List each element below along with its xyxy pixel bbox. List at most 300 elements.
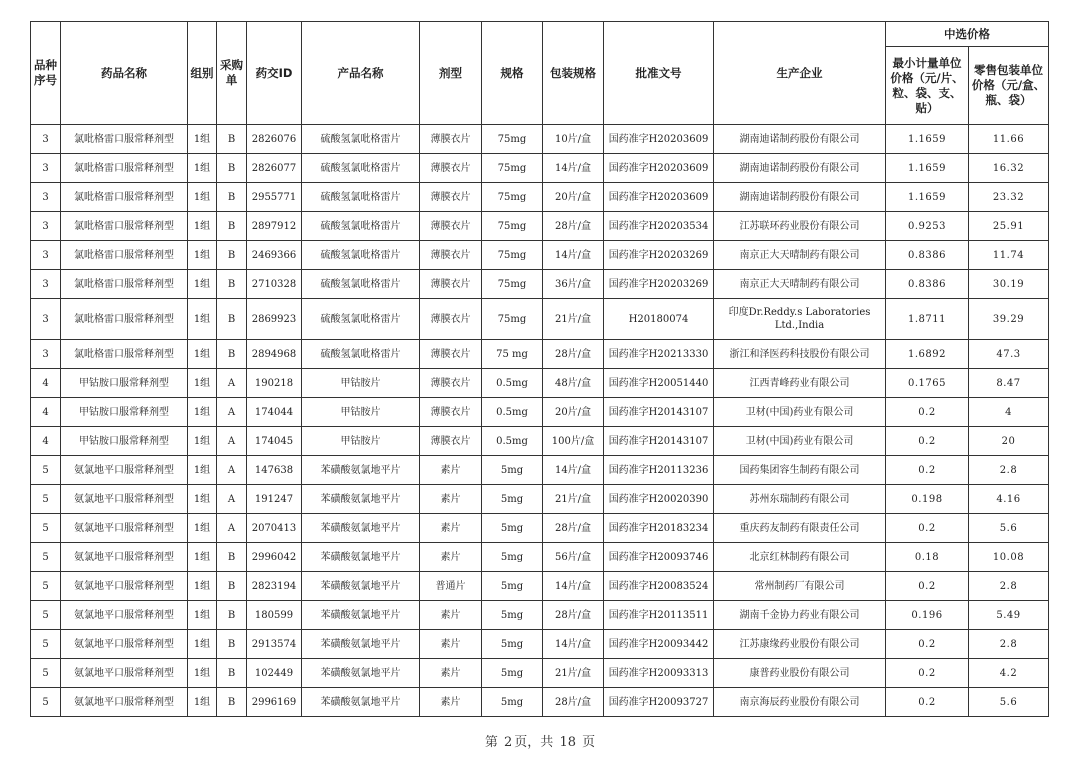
table-row: [31, 369, 1049, 398]
cell-product-name: 苯磺酸氨氯地平片: [302, 485, 420, 514]
cell-seq: 5: [31, 688, 61, 717]
table-row: [31, 456, 1049, 485]
cell-spec: 75 mg: [482, 340, 543, 369]
cell-package: 56片/盒: [543, 543, 604, 572]
cell-drug-name: 氯吡格雷口服常释剂型: [61, 241, 188, 270]
cell-drug-name: 氯吡格雷口服常释剂型: [61, 212, 188, 241]
footer-total-pages: 18: [559, 735, 576, 750]
cell-product-name: 苯磺酸氨氯地平片: [302, 630, 420, 659]
cell-spec: 75mg: [482, 299, 543, 340]
cell-drug-name: 氨氯地平口服常释剂型: [61, 688, 188, 717]
cell-package: 20片/盒: [543, 183, 604, 212]
cell-purchase-list: B: [217, 340, 247, 369]
cell-drug-id: 2897912: [247, 212, 302, 241]
cell-spec: 0.5mg: [482, 369, 543, 398]
cell-dosage-form: 普通片: [420, 572, 482, 601]
footer-page-number: 2: [504, 735, 513, 750]
cell-purchase-list: B: [217, 543, 247, 572]
cell-package: 14片/盒: [543, 154, 604, 183]
cell-drug-id: 2710328: [247, 270, 302, 299]
cell-approval-no: 国药准字H20020390: [604, 485, 714, 514]
cell-purchase-list: A: [217, 369, 247, 398]
table-row: [31, 514, 1049, 543]
cell-drug-id: 174044: [247, 398, 302, 427]
cell-spec: 5mg: [482, 514, 543, 543]
cell-dosage-form: 素片: [420, 543, 482, 572]
cell-product-name: 甲钴胺片: [302, 398, 420, 427]
cell-purchase-list: A: [217, 398, 247, 427]
cell-drug-id: 2826077: [247, 154, 302, 183]
cell-manufacturer: 常州制药厂有限公司: [714, 572, 886, 601]
cell-manufacturer: 国药集团容生制药有限公司: [714, 456, 886, 485]
cell-drug-id: 2826076: [247, 125, 302, 154]
header-spec: 规格: [482, 22, 543, 125]
cell-dosage-form: 薄膜衣片: [420, 125, 482, 154]
cell-drug-id: 2869923: [247, 299, 302, 340]
cell-drug-name: 氨氯地平口服常释剂型: [61, 659, 188, 688]
cell-retail-price: 11.66: [969, 125, 1049, 154]
cell-min-unit-price: 0.18: [886, 543, 969, 572]
cell-dosage-form: 素片: [420, 688, 482, 717]
cell-drug-name: 氯吡格雷口服常释剂型: [61, 125, 188, 154]
cell-min-unit-price: 0.198: [886, 485, 969, 514]
header-drug-name: 药品名称: [61, 22, 188, 125]
cell-retail-price: 20: [969, 427, 1049, 456]
cell-approval-no: 国药准字H20051440: [604, 369, 714, 398]
cell-min-unit-price: 0.2: [886, 659, 969, 688]
table-row: [31, 427, 1049, 456]
cell-min-unit-price: 0.2: [886, 688, 969, 717]
cell-package: 48片/盒: [543, 369, 604, 398]
cell-approval-no: 国药准字H20203534: [604, 212, 714, 241]
cell-drug-name: 氨氯地平口服常释剂型: [61, 630, 188, 659]
cell-product-name: 硫酸氢氯吡格雷片: [302, 299, 420, 340]
cell-approval-no: 国药准字H20203609: [604, 183, 714, 212]
table-row: [31, 125, 1049, 154]
cell-seq: 4: [31, 398, 61, 427]
cell-product-name: 苯磺酸氨氯地平片: [302, 456, 420, 485]
cell-purchase-list: A: [217, 456, 247, 485]
cell-purchase-list: B: [217, 183, 247, 212]
header-product-name: 产品名称: [302, 22, 420, 125]
cell-drug-id: 191247: [247, 485, 302, 514]
cell-group: 1组: [188, 659, 217, 688]
page-footer: [0, 731, 1080, 750]
cell-product-name: 甲钴胺片: [302, 427, 420, 456]
cell-product-name: 苯磺酸氨氯地平片: [302, 514, 420, 543]
cell-manufacturer: 印度Dr.Reddy.s Laboratories Ltd.,India: [714, 299, 886, 340]
cell-manufacturer: 卫材(中国)药业有限公司: [714, 427, 886, 456]
table-row: [31, 340, 1049, 369]
cell-seq: 3: [31, 125, 61, 154]
cell-dosage-form: 薄膜衣片: [420, 212, 482, 241]
cell-min-unit-price: 0.9253: [886, 212, 969, 241]
cell-purchase-list: B: [217, 270, 247, 299]
cell-drug-id: 2823194: [247, 572, 302, 601]
cell-spec: 75mg: [482, 183, 543, 212]
cell-approval-no: H20180074: [604, 299, 714, 340]
cell-product-name: 硫酸氢氯吡格雷片: [302, 340, 420, 369]
cell-purchase-list: B: [217, 212, 247, 241]
cell-package: 28片/盒: [543, 514, 604, 543]
cell-manufacturer: 湖南迪诺制药股份有限公司: [714, 183, 886, 212]
cell-seq: 5: [31, 601, 61, 630]
cell-product-name: 苯磺酸氨氯地平片: [302, 572, 420, 601]
cell-purchase-list: B: [217, 572, 247, 601]
cell-spec: 75mg: [482, 212, 543, 241]
cell-dosage-form: 薄膜衣片: [420, 427, 482, 456]
cell-drug-name: 甲钴胺口服常释剂型: [61, 369, 188, 398]
cell-group: 1组: [188, 485, 217, 514]
cell-dosage-form: 素片: [420, 514, 482, 543]
cell-min-unit-price: 0.2: [886, 427, 969, 456]
cell-approval-no: 国药准字H20093746: [604, 543, 714, 572]
cell-seq: 3: [31, 212, 61, 241]
cell-product-name: 苯磺酸氨氯地平片: [302, 601, 420, 630]
cell-product-name: 苯磺酸氨氯地平片: [302, 543, 420, 572]
cell-spec: 5mg: [482, 659, 543, 688]
cell-product-name: 苯磺酸氨氯地平片: [302, 688, 420, 717]
cell-retail-price: 8.47: [969, 369, 1049, 398]
header-min-unit-price: 最小计量单位价格（元/片、粒、袋、支、贴）: [886, 47, 969, 125]
cell-dosage-form: 薄膜衣片: [420, 398, 482, 427]
cell-spec: 5mg: [482, 456, 543, 485]
cell-drug-name: 氯吡格雷口服常释剂型: [61, 183, 188, 212]
cell-seq: 3: [31, 154, 61, 183]
cell-retail-price: 4.2: [969, 659, 1049, 688]
cell-seq: 5: [31, 485, 61, 514]
cell-drug-name: 氯吡格雷口服常释剂型: [61, 340, 188, 369]
cell-spec: 5mg: [482, 601, 543, 630]
cell-purchase-list: A: [217, 514, 247, 543]
cell-spec: 75mg: [482, 125, 543, 154]
cell-retail-price: 2.8: [969, 456, 1049, 485]
cell-manufacturer: 浙江和泽医药科技股份有限公司: [714, 340, 886, 369]
cell-package: 28片/盒: [543, 688, 604, 717]
cell-drug-id: 180599: [247, 601, 302, 630]
cell-dosage-form: 素片: [420, 630, 482, 659]
cell-group: 1组: [188, 572, 217, 601]
header-approval-no: 批准文号: [604, 22, 714, 125]
cell-retail-price: 4: [969, 398, 1049, 427]
cell-package: 14片/盒: [543, 241, 604, 270]
cell-product-name: 硫酸氢氯吡格雷片: [302, 212, 420, 241]
cell-drug-name: 氯吡格雷口服常释剂型: [61, 270, 188, 299]
table-row: [31, 659, 1049, 688]
cell-group: 1组: [188, 299, 217, 340]
cell-spec: 75mg: [482, 241, 543, 270]
cell-seq: 3: [31, 270, 61, 299]
cell-group: 1组: [188, 601, 217, 630]
cell-dosage-form: 素片: [420, 456, 482, 485]
cell-seq: 4: [31, 427, 61, 456]
cell-min-unit-price: 1.8711: [886, 299, 969, 340]
cell-drug-name: 氨氯地平口服常释剂型: [61, 456, 188, 485]
table-row: [31, 543, 1049, 572]
cell-retail-price: 23.32: [969, 183, 1049, 212]
cell-dosage-form: 薄膜衣片: [420, 183, 482, 212]
cell-seq: 5: [31, 456, 61, 485]
cell-spec: 75mg: [482, 154, 543, 183]
cell-purchase-list: B: [217, 630, 247, 659]
cell-purchase-list: B: [217, 688, 247, 717]
cell-retail-price: 4.16: [969, 485, 1049, 514]
cell-spec: 5mg: [482, 688, 543, 717]
table-row: [31, 154, 1049, 183]
cell-group: 1组: [188, 398, 217, 427]
cell-package: 14片/盒: [543, 456, 604, 485]
cell-package: 14片/盒: [543, 572, 604, 601]
cell-retail-price: 5.6: [969, 688, 1049, 717]
cell-approval-no: 国药准字H20203609: [604, 125, 714, 154]
table-row: [31, 241, 1049, 270]
footer-suffix: 页: [582, 735, 596, 750]
cell-package: 21片/盒: [543, 485, 604, 514]
cell-seq: 5: [31, 659, 61, 688]
cell-seq: 5: [31, 572, 61, 601]
cell-approval-no: 国药准字H20113511: [604, 601, 714, 630]
cell-approval-no: 国药准字H20083524: [604, 572, 714, 601]
cell-spec: 5mg: [482, 630, 543, 659]
cell-manufacturer: 重庆药友制药有限责任公司: [714, 514, 886, 543]
cell-drug-id: 190218: [247, 369, 302, 398]
cell-group: 1组: [188, 688, 217, 717]
cell-spec: 75mg: [482, 270, 543, 299]
cell-min-unit-price: 0.8386: [886, 241, 969, 270]
cell-purchase-list: B: [217, 601, 247, 630]
footer-prefix: 第: [484, 735, 498, 750]
cell-min-unit-price: 0.196: [886, 601, 969, 630]
cell-package: 28片/盒: [543, 340, 604, 369]
cell-retail-price: 5.6: [969, 514, 1049, 543]
cell-drug-id: 147638: [247, 456, 302, 485]
cell-package: 21片/盒: [543, 659, 604, 688]
cell-drug-id: 174045: [247, 427, 302, 456]
cell-package: 28片/盒: [543, 601, 604, 630]
cell-product-name: 苯磺酸氨氯地平片: [302, 659, 420, 688]
cell-drug-id: 2469366: [247, 241, 302, 270]
cell-retail-price: 2.8: [969, 572, 1049, 601]
table-row: [31, 212, 1049, 241]
cell-group: 1组: [188, 630, 217, 659]
header-seq: 品种序号: [31, 22, 61, 125]
header-selected-price: 中选价格: [886, 22, 1049, 47]
cell-spec: 5mg: [482, 572, 543, 601]
cell-retail-price: 10.08: [969, 543, 1049, 572]
cell-product-name: 硫酸氢氯吡格雷片: [302, 270, 420, 299]
cell-min-unit-price: 0.2: [886, 514, 969, 543]
cell-min-unit-price: 0.8386: [886, 270, 969, 299]
cell-purchase-list: B: [217, 154, 247, 183]
cell-approval-no: 国药准字H20183234: [604, 514, 714, 543]
cell-manufacturer: 湖南千金协力药业有限公司: [714, 601, 886, 630]
cell-manufacturer: 南京正大天晴制药有限公司: [714, 241, 886, 270]
table-row: [31, 630, 1049, 659]
cell-retail-price: 39.29: [969, 299, 1049, 340]
cell-seq: 3: [31, 299, 61, 340]
cell-drug-name: 甲钴胺口服常释剂型: [61, 427, 188, 456]
cell-min-unit-price: 1.6892: [886, 340, 969, 369]
cell-manufacturer: 康普药业股份有限公司: [714, 659, 886, 688]
cell-drug-name: 氯吡格雷口服常释剂型: [61, 299, 188, 340]
cell-seq: 3: [31, 241, 61, 270]
cell-dosage-form: 素片: [420, 485, 482, 514]
cell-dosage-form: 薄膜衣片: [420, 270, 482, 299]
cell-retail-price: 16.32: [969, 154, 1049, 183]
header-dosage-form: 剂型: [420, 22, 482, 125]
cell-approval-no: 国药准字H20143107: [604, 398, 714, 427]
header-retail-price: 零售包装单位价格（元/盒、瓶、袋）: [969, 47, 1049, 125]
cell-product-name: 硫酸氢氯吡格雷片: [302, 241, 420, 270]
cell-product-name: 硫酸氢氯吡格雷片: [302, 183, 420, 212]
cell-drug-name: 氯吡格雷口服常释剂型: [61, 154, 188, 183]
cell-min-unit-price: 0.2: [886, 398, 969, 427]
cell-group: 1组: [188, 212, 217, 241]
cell-package: 20片/盒: [543, 398, 604, 427]
header-drug-id: 药交ID: [247, 22, 302, 125]
cell-group: 1组: [188, 340, 217, 369]
cell-seq: 5: [31, 543, 61, 572]
cell-drug-name: 氨氯地平口服常释剂型: [61, 601, 188, 630]
cell-min-unit-price: 1.1659: [886, 125, 969, 154]
cell-drug-name: 氨氯地平口服常释剂型: [61, 572, 188, 601]
table-row: [31, 398, 1049, 427]
cell-retail-price: 47.3: [969, 340, 1049, 369]
cell-manufacturer: 江苏康缘药业股份有限公司: [714, 630, 886, 659]
cell-group: 1组: [188, 456, 217, 485]
cell-drug-id: 2955771: [247, 183, 302, 212]
cell-dosage-form: 素片: [420, 659, 482, 688]
cell-package: 100片/盒: [543, 427, 604, 456]
cell-min-unit-price: 0.1765: [886, 369, 969, 398]
cell-purchase-list: B: [217, 125, 247, 154]
header-package: 包装规格: [543, 22, 604, 125]
header-group: 组别: [188, 22, 217, 125]
cell-package: 28片/盒: [543, 212, 604, 241]
table-row: [31, 270, 1049, 299]
cell-approval-no: 国药准字H20203609: [604, 154, 714, 183]
cell-group: 1组: [188, 154, 217, 183]
header-purchase-list: 采购单: [217, 22, 247, 125]
cell-min-unit-price: 1.1659: [886, 154, 969, 183]
cell-drug-id: 102449: [247, 659, 302, 688]
cell-seq: 5: [31, 630, 61, 659]
cell-seq: 5: [31, 514, 61, 543]
cell-package: 10片/盒: [543, 125, 604, 154]
cell-approval-no: 国药准字H20093313: [604, 659, 714, 688]
header-manufacturer: 生产企业: [714, 22, 886, 125]
cell-group: 1组: [188, 183, 217, 212]
cell-product-name: 硫酸氢氯吡格雷片: [302, 154, 420, 183]
cell-manufacturer: 南京海辰药业股份有限公司: [714, 688, 886, 717]
cell-purchase-list: B: [217, 659, 247, 688]
cell-dosage-form: 素片: [420, 601, 482, 630]
cell-purchase-list: A: [217, 485, 247, 514]
cell-dosage-form: 薄膜衣片: [420, 299, 482, 340]
cell-approval-no: 国药准字H20213330: [604, 340, 714, 369]
cell-retail-price: 5.49: [969, 601, 1049, 630]
cell-manufacturer: 江苏联环药业股份有限公司: [714, 212, 886, 241]
cell-retail-price: 30.19: [969, 270, 1049, 299]
cell-spec: 0.5mg: [482, 398, 543, 427]
cell-drug-name: 氨氯地平口服常释剂型: [61, 485, 188, 514]
cell-retail-price: 2.8: [969, 630, 1049, 659]
cell-min-unit-price: 0.2: [886, 572, 969, 601]
cell-approval-no: 国药准字H20093442: [604, 630, 714, 659]
cell-dosage-form: 薄膜衣片: [420, 340, 482, 369]
cell-drug-id: 2913574: [247, 630, 302, 659]
cell-approval-no: 国药准字H20203269: [604, 241, 714, 270]
price-table: [30, 21, 1049, 717]
cell-spec: 5mg: [482, 485, 543, 514]
table-row: [31, 183, 1049, 212]
cell-purchase-list: B: [217, 299, 247, 340]
table-row: [31, 688, 1049, 717]
cell-drug-name: 甲钴胺口服常释剂型: [61, 398, 188, 427]
cell-spec: 5mg: [482, 543, 543, 572]
cell-drug-id: 2996169: [247, 688, 302, 717]
cell-package: 14片/盒: [543, 630, 604, 659]
cell-approval-no: 国药准字H20113236: [604, 456, 714, 485]
footer-mid: 页，共: [514, 735, 554, 750]
cell-group: 1组: [188, 270, 217, 299]
table-body: [31, 125, 1049, 717]
cell-group: 1组: [188, 514, 217, 543]
cell-group: 1组: [188, 369, 217, 398]
cell-group: 1组: [188, 543, 217, 572]
cell-product-name: 硫酸氢氯吡格雷片: [302, 125, 420, 154]
cell-drug-id: 2894968: [247, 340, 302, 369]
cell-drug-name: 氨氯地平口服常释剂型: [61, 543, 188, 572]
cell-drug-name: 氨氯地平口服常释剂型: [61, 514, 188, 543]
cell-seq: 3: [31, 340, 61, 369]
cell-approval-no: 国药准字H20143107: [604, 427, 714, 456]
cell-manufacturer: 卫材(中国)药业有限公司: [714, 398, 886, 427]
cell-group: 1组: [188, 427, 217, 456]
cell-dosage-form: 薄膜衣片: [420, 154, 482, 183]
cell-dosage-form: 薄膜衣片: [420, 241, 482, 270]
cell-spec: 0.5mg: [482, 427, 543, 456]
cell-seq: 4: [31, 369, 61, 398]
table-row: [31, 299, 1049, 340]
table-row: [31, 485, 1049, 514]
cell-retail-price: 25.91: [969, 212, 1049, 241]
cell-min-unit-price: 0.2: [886, 456, 969, 485]
cell-approval-no: 国药准字H20093727: [604, 688, 714, 717]
cell-manufacturer: 南京正大天晴制药有限公司: [714, 270, 886, 299]
cell-package: 36片/盒: [543, 270, 604, 299]
cell-dosage-form: 薄膜衣片: [420, 369, 482, 398]
cell-min-unit-price: 1.1659: [886, 183, 969, 212]
cell-manufacturer: 江西青峰药业有限公司: [714, 369, 886, 398]
table-row: [31, 572, 1049, 601]
cell-retail-price: 11.74: [969, 241, 1049, 270]
cell-package: 21片/盒: [543, 299, 604, 340]
cell-drug-id: 2070413: [247, 514, 302, 543]
cell-manufacturer: 北京红林制药有限公司: [714, 543, 886, 572]
cell-product-name: 甲钴胺片: [302, 369, 420, 398]
cell-group: 1组: [188, 241, 217, 270]
table-row: [31, 601, 1049, 630]
cell-group: 1组: [188, 125, 217, 154]
cell-purchase-list: A: [217, 427, 247, 456]
cell-manufacturer: 湖南迪诺制药股份有限公司: [714, 154, 886, 183]
cell-purchase-list: B: [217, 241, 247, 270]
cell-manufacturer: 湖南迪诺制药股份有限公司: [714, 125, 886, 154]
cell-drug-id: 2996042: [247, 543, 302, 572]
cell-manufacturer: 苏州东瑞制药有限公司: [714, 485, 886, 514]
cell-approval-no: 国药准字H20203269: [604, 270, 714, 299]
